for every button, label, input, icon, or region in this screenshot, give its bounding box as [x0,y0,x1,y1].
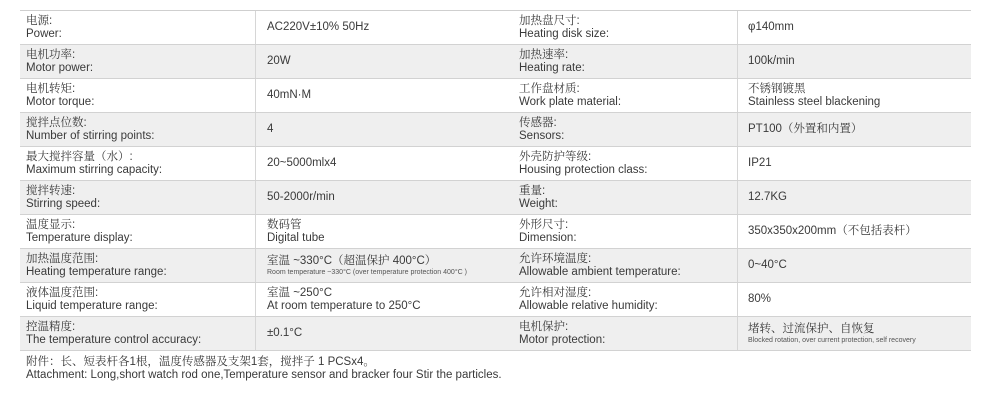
spec-value: 堵转、过流保护、自恢复 Blocked rotation, over current protection, self recovery [748,322,916,344]
attachment-en: Attachment: Long,short watch rod one,Temperature sensor and bracker four Stir the particles. [26,369,502,381]
spec-row [20,181,504,215]
spec-row [495,249,971,283]
spec-value: 室温 ~330°C（超温保护 400°C） Room temperature ~330°C (over temperature protection 400°C ) [267,254,467,276]
spec-label: 电机保护: Motor protection: [495,317,738,350]
spec-label: 温度显示: Temperature display: [20,215,256,248]
spec-label: 允许环境温度: Allowable ambient temperature: [495,249,738,282]
spec-label: 工作盘材质: Work plate material: [495,79,738,112]
spec-value: 不锈钢镀黑 Stainless steel blackening [748,82,881,108]
spec-row [495,317,971,351]
spec-value: 室温 ~250°C At room temperature to 250°C [267,286,421,312]
spec-value: 数码管 Digital tube [267,218,325,244]
spec-label: 允许相对湿度: Allowable relative humidity: [495,283,738,316]
spec-label: 电机转矩: Motor torque: [20,79,256,112]
spec-row [495,79,971,113]
spec-row [20,147,504,181]
spec-value: 20W [267,55,291,67]
spec-row [495,147,971,181]
spec-row [20,215,504,249]
spec-row [495,181,971,215]
spec-label: 外壳防护等级: Housing protection class: [495,147,738,180]
spec-label: 液体温度范围: Liquid temperature range: [20,283,256,316]
spec-label: 传感器: Sensors: [495,113,738,146]
attachment-note [26,356,502,382]
spec-value: 4 [267,123,274,135]
spec-row [495,283,971,317]
spec-value: PT100（外置和内置） [748,123,863,135]
spec-row [20,79,504,113]
spec-value: 350x350x200mm（不包括表杆） [748,225,917,237]
spec-row [20,11,504,45]
spec-row [20,113,504,147]
spec-value: 0~40°C [748,259,787,271]
spec-value: AC220V±10% 50Hz [267,21,370,33]
spec-row [20,45,504,79]
spec-label: 电源: Power: [20,11,256,44]
spec-value: 100k/min [748,55,795,67]
spec-row [495,215,971,249]
spec-value: 80% [748,293,772,305]
spec-row [495,11,971,45]
spec-label: 搅拌点位数: Number of stirring points: [20,113,256,146]
spec-value: ±0.1°C [267,327,303,339]
spec-row [495,45,971,79]
spec-label: 搅拌转速: Stirring speed: [20,181,256,214]
spec-label: 最大搅拌容量（水）: Maximum stirring capacity: [20,147,256,180]
spec-row [495,113,971,147]
spec-table-left [20,10,504,351]
spec-label: 加热盘尺寸: Heating disk size: [495,11,738,44]
spec-value: 40mN·M [267,89,312,101]
spec-value: 20~5000mlx4 [267,157,337,169]
spec-label: 外形尺寸: Dimension: [495,215,738,248]
spec-label: 电机功率: Motor power: [20,45,256,78]
spec-value: 50-2000r/min [267,191,335,203]
spec-value: 12.7KG [748,191,787,203]
spec-table-right [495,10,971,351]
spec-label: 加热温度范围: Heating temperature range: [20,249,256,282]
attachment-cn: 附件：长、短表杆各1根，温度传感器及支架1套，搅拌子 1 PCSx4。 [26,356,375,368]
spec-label: 控温精度: The temperature control accuracy: [20,317,256,350]
spec-row [20,249,504,283]
spec-label: 重量: Weight: [495,181,738,214]
spec-row [20,317,504,351]
spec-label: 加热速率: Heating rate: [495,45,738,78]
spec-value: φ140mm [748,21,794,33]
spec-row [20,283,504,317]
spec-value: IP21 [748,157,772,169]
